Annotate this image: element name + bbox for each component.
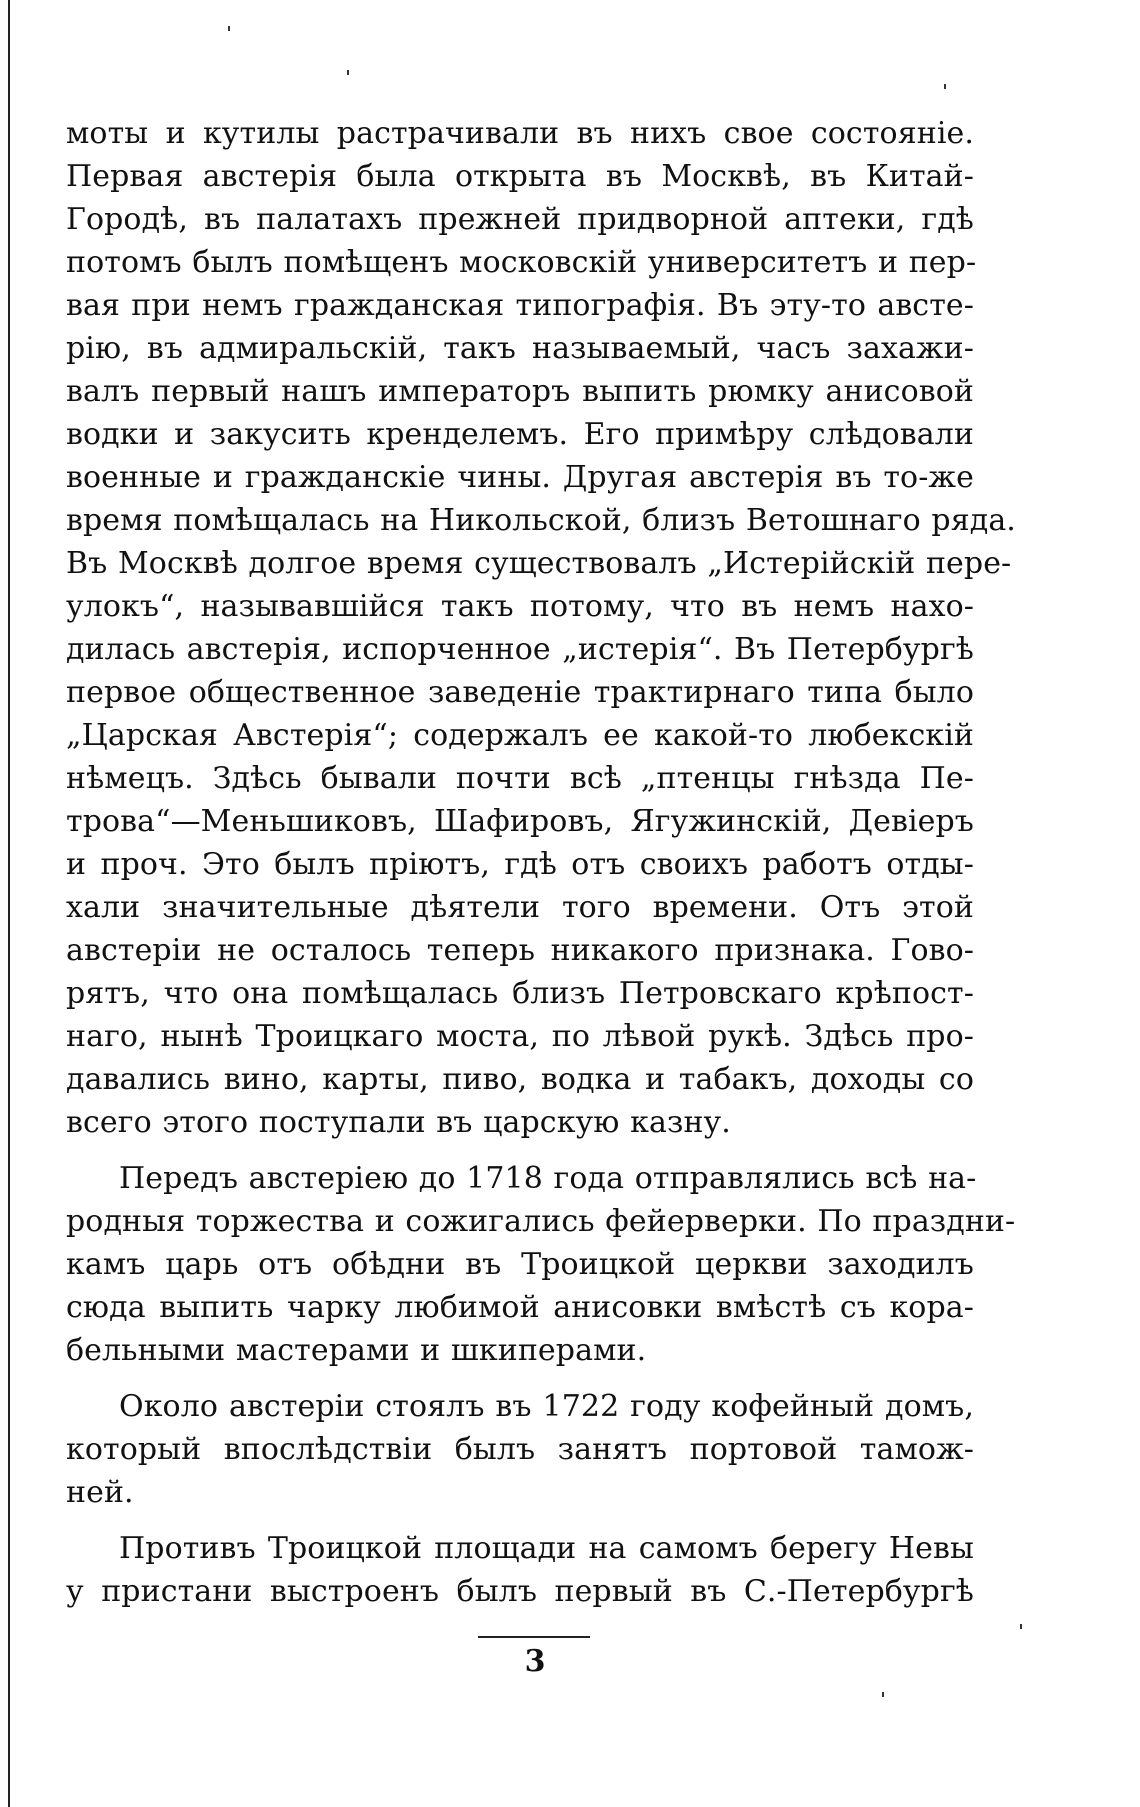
text-line: родныя торжества и сожигались фейерверки. По праздни- bbox=[66, 1204, 1016, 1239]
text-line: австерiи не осталось теперь никакого признака. Гово- bbox=[66, 933, 974, 968]
text-line: моты и кутилы растрачивали въ нихъ свое состоянiе. bbox=[66, 116, 974, 151]
scan-speck bbox=[347, 70, 349, 75]
text-line: рятъ, что она помѣщалась близъ Петровскаго крѣпост- bbox=[66, 976, 974, 1011]
text-line: вая при немъ гражданская типографiя. Въ эту-то австе- bbox=[66, 288, 974, 323]
text-line: и проч. Это былъ прiютъ, гдѣ отъ своихъ работъ отды- bbox=[66, 847, 974, 882]
text-line: потомъ былъ помѣщенъ московскiй университетъ и пер- bbox=[66, 245, 977, 280]
text-line: водки и закусить кренделемъ. Его примѣру слѣдовали bbox=[66, 417, 974, 452]
text-line: давались вино, карты, пиво, водка и табакъ, доходы со bbox=[66, 1062, 974, 1097]
text-line: ней. bbox=[66, 1475, 134, 1510]
text-line: камъ царь отъ обѣдни въ Троицкой церкви заходилъ bbox=[66, 1247, 974, 1282]
text-line: дилась австерiя, испорченное „истерiя“. Въ Петербургѣ bbox=[66, 632, 974, 667]
scan-speck bbox=[882, 1692, 884, 1697]
text-line: Городѣ, въ палатахъ прежней придворной аптеки, гдѣ bbox=[66, 202, 974, 237]
text-line: рiю, въ адмиральскiй, такъ называемый, часъ захажи- bbox=[66, 331, 974, 366]
page-body bbox=[66, 112, 1016, 1613]
text-line: нѣмецъ. Здѣсь бывали почти всѣ „птенцы гнѣзда Пе- bbox=[66, 761, 974, 796]
text-line: Первая австерiя была открыта въ Москвѣ, въ Китай- bbox=[66, 159, 974, 194]
text-line: Около австерiи стоялъ въ 1722 году кофейный домъ, bbox=[119, 1389, 974, 1424]
text-line: военные и гражданскiе чины. Другая австерiя въ то-же bbox=[66, 460, 974, 495]
text-line: „Царская Австерiя“; содержалъ ее какой-то любекскiй bbox=[66, 718, 974, 753]
text-line: у пристани выстроенъ былъ первый въ С.-Петербургѣ bbox=[66, 1574, 974, 1609]
scan-speck bbox=[1020, 1624, 1022, 1629]
text-line: трова“—Меньшиковъ, Шафировъ, Ягужинскiй, Девiеръ bbox=[66, 804, 974, 839]
scan-speck bbox=[944, 84, 946, 89]
scan-speck bbox=[228, 26, 230, 31]
text-line: бельными мастерами и шкиперами. bbox=[66, 1333, 647, 1368]
text-line: время помѣщалась на Никольской, близъ Ветошнаго ряда. bbox=[66, 503, 1016, 538]
text-line: Противъ Троицкой площади на самомъ берегу Невы bbox=[119, 1531, 974, 1566]
text-line: Въ Москвѣ долгое время существовалъ „Истерiйскiй пере- bbox=[66, 546, 1012, 581]
page-number: 3 bbox=[524, 1644, 546, 1679]
text-line: валъ первый нашъ императоръ выпить рюмку анисовой bbox=[66, 374, 974, 409]
text-line: который впослѣдствiи былъ занятъ портовой тамож- bbox=[66, 1432, 974, 1467]
text-line: первое общественное заведенiе трактирнаго типа было bbox=[66, 675, 974, 710]
text-line: сюда выпить чарку любимой анисовки вмѣстѣ съ кора- bbox=[66, 1290, 974, 1325]
text-line: Передъ австерiею до 1718 года отправлялись всѣ на- bbox=[119, 1161, 977, 1196]
paragraph-gap bbox=[66, 1372, 974, 1385]
paragraph-gap bbox=[66, 1514, 974, 1527]
text-line: хали значительные дѣятели того времени. Отъ этой bbox=[66, 890, 974, 925]
footer-rule bbox=[478, 1636, 590, 1638]
text-line: улокъ“, называвшiйся такъ потому, что въ немъ нахо- bbox=[66, 589, 974, 624]
text-line: наго, нынѣ Троицкаго моста, по лѣвой рукѣ. Здѣсь про- bbox=[66, 1019, 974, 1054]
page-edge bbox=[8, 0, 10, 1807]
text-line: всего этого поступали въ царскую казну. bbox=[66, 1105, 731, 1140]
paragraph-gap bbox=[66, 1144, 974, 1157]
